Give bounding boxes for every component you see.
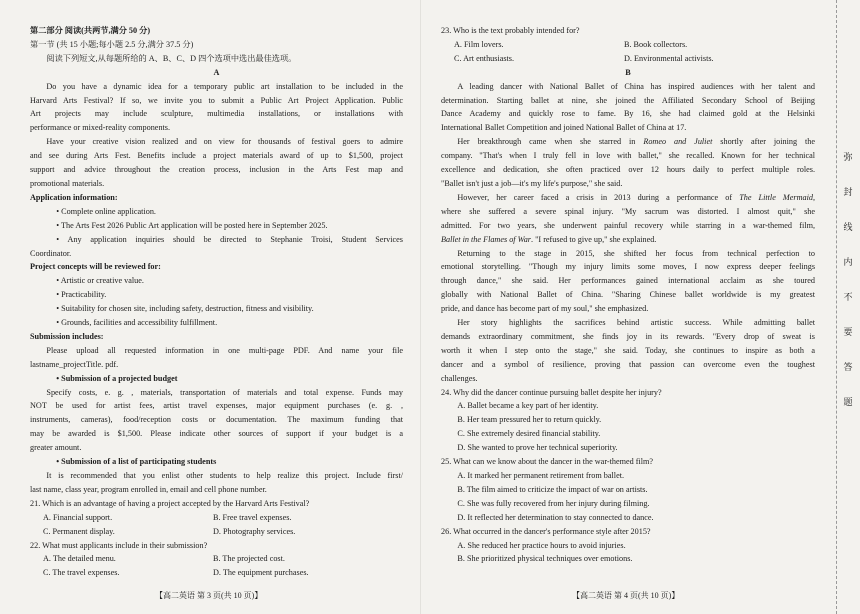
passage-b-paragraph-1: A leading dancer with National Ballet of China has inspired audiences with her talent and determination. Starting ballet at nine, she joined the Affiliated Secondary School of Beijing Dance Academy and quickly rose to fame. By 16, she had claimed gold at the Helsinki International Ballet Competition and joined National Ballet of China at 17. — [441, 81, 815, 133]
seal-char: 线 — [843, 222, 853, 232]
work-title: The Little Mermaid — [739, 192, 813, 202]
list-item: • The Arts Fest 2026 Public Art application will be posted here in September 2025. — [56, 220, 328, 230]
right-page — [441, 24, 815, 566]
seal-char: 要 — [843, 327, 853, 337]
option-a[interactable]: A. The detailed menu. — [43, 554, 116, 564]
question-stem: 24. Why did the dancer continue pursuing ballet despite her injury? — [441, 387, 662, 397]
option-a[interactable]: A. Film lovers. — [454, 39, 504, 49]
option-d[interactable]: D. Environmental activists. — [624, 53, 714, 63]
right-page-footer: 【高二英语 第 4 页(共 10 页)】 — [572, 591, 680, 600]
film-title: Ballet in the Flames of War — [441, 234, 531, 244]
left-page: 第二部分 阅读(共两节,满分 50 分) 第一节 (共 15 小题;每小题 2.5 分,满分 37.5 分) 阅读下列短文,从每题所给的 A、B、C、D 四个选项中选出最佳选项。 A Do you have a dynamic idea for a temporary public art installation to be included in the Harvard Arts Festival? If so, we invite you to submit a Public Art Project Application. Public Art projects may include sculpture, multimedia installations, or installations with performance or mixed-reality components. Have your creative vision realized and on view for thousands of festival goers to admire and see during Arts Fest. Benefits include a project materials award of up to $1,500, project support and advice throughout the creation process, inclusion in the Arts Fest map and promotional materials. Application information: • Complete online application. • The Arts Fest 2026 Public Art application will be posted here in September 2025. • Any application inquiries should be directed to Stephanie Troisi, Student Services Coordinator. Project concepts will be reviewed for: • Artistic or creative value. • Practicability. • Suitability for chosen site, including safety, destruction, fitness and visibility. • Grounds, facilities and accessibility fulfillment. Submission includes: Please upload all requested information in one multi-page PDF. And name your file lastname_projectTitle. pdf. • Submission of a projected budget Specify costs, e. g. , materials, transportation of materials and total expense. Funds may NOT be used for artist fees, artist travel expenses, major equipment purchases (e. g. , instruments, cameras), food/reception costs or documentation. The maximum funding that may be awarded is $1,500. Please indicate other sources of support if your budget is a greater amount. • Submission of a list of participating students It is recommended that you enlist other students to help realize this project. Include first/ last name, class year, program enrolled in, email and cell phone number. 21. Which is an advantage of having a project accepted by the Harvard Arts Festival? A. Financial support. B. Free travel expenses. C. Permanent display. D. Photography services. 22. What must applicants include in their submission? A. The detailed menu. B. The projected cost. C. The travel expenses. D. The equipment purchases. — [30, 24, 403, 580]
criteria-heading: Project concepts will be reviewed for: — [30, 262, 161, 272]
list-item: • Suitability for chosen site, including safety, destruction, fitness and visibility. — [56, 304, 314, 314]
option-d[interactable]: D. Photography services. — [213, 526, 296, 536]
option-d[interactable]: D. It reflected her determination to stay connected to dance. — [457, 512, 654, 522]
option-a[interactable]: A. Financial support. — [43, 512, 113, 522]
left-page-footer: 【高二英语 第 3 页(共 10 页)】 — [155, 591, 263, 600]
passage-a-label: A — [213, 67, 220, 77]
question-23 — [441, 24, 815, 66]
seal-line-notice — [840, 150, 856, 430]
option-c[interactable]: C. The travel expenses. — [43, 568, 120, 578]
list-item: • Artistic or creative value. — [56, 276, 144, 286]
seal-char: 内 — [843, 257, 853, 267]
students-heading: • Submission of a list of participating students — [56, 457, 217, 467]
list-item: • Complete online application. — [56, 206, 156, 216]
question-stem: 25. What can we know about the dancer in the war-themed film? — [441, 457, 654, 467]
option-b[interactable]: B. The projected cost. — [213, 554, 285, 564]
seal-char: 封 — [843, 187, 853, 197]
budget-paragraph: Specify costs, e. g. , materials, transportation of materials and total expense. Funds may NOT be used for artist fees, artist travel expenses, major equipment purchases (e. g. , instruments, cameras), food/reception costs or documentation. The maximum funding that may be awarded is $1,500. Please indicate other sources of support if your budget is a greater amount. — [30, 387, 403, 453]
directions: 阅读下列短文,从每题所给的 A、B、C、D 四个选项中选出最佳选项。 — [46, 53, 297, 63]
question-21 — [30, 497, 403, 539]
option-c[interactable]: C. She extremely desired financial stability. — [457, 429, 601, 439]
seal-char: 弥 — [843, 152, 853, 162]
question-22 — [30, 539, 403, 581]
option-b[interactable]: B. Free travel expenses. — [213, 512, 292, 522]
question-stem: 21. Which is an advantage of having a project accepted by the Harvard Arts Festival? — [30, 498, 310, 508]
application-info-heading: Application information: — [30, 192, 118, 202]
passage-b-label: B — [625, 67, 631, 77]
section-title: 第一节 (共 15 小题;每小题 2.5 分,满分 37.5 分) — [30, 39, 194, 49]
part-title: 第二部分 阅读(共两节,满分 50 分) — [30, 26, 151, 35]
passage-a-paragraph-1: Do you have a dynamic idea for a temporary public art installation to be included in the Harvard Arts Festival? If so, we invite you to submit a Public Art Project Application. Public Art projects may include sculpture, multimedia installations, or installations with performance or mixed-reality components. — [30, 81, 403, 133]
option-a[interactable]: A. Ballet became a key part of her identity. — [457, 401, 599, 411]
option-a[interactable]: A. She reduced her practice hours to avoid injuries. — [457, 540, 626, 550]
passage-b-paragraph-2: Her breakthrough came when she starred in Romeo and Juliet shortly after joining the company. "That's when I truly fell in love with ballet," she recalled. Known for her technical excellence and dedication, she often practiced over 12 hours daily to perfect multiple roles. "Ballet isn't just a job—it's my life's purpose," she said. — [441, 137, 815, 188]
seal-line — [836, 0, 837, 614]
submission-heading: Submission includes: — [30, 331, 104, 341]
passage-a-paragraph-2: Have your creative vision realized and on view for thousands of festival goers to admire and see during Arts Fest. Benefits include a project materials award of up to $1,500, project support and advice throughout the creation process, inclusion in the Arts Fest map and promotional materials. — [30, 137, 403, 188]
passage-b-paragraph-3: However, her career faced a crisis in 2013 during a performance of The Little Mermaid, where she suffered a severe spinal injury. "My sacrum was distorted. I almost quit," she admitted. For two years, she underwent painful recovery while starring in a war-themed film, Ballet in the Flames of War. "I refused to give up," she explained. — [441, 192, 815, 244]
option-c[interactable]: C. She was fully recovered from her injury during filming. — [457, 498, 650, 508]
option-b[interactable]: B. Book collectors. — [624, 39, 688, 49]
option-a[interactable]: A. It marked her permanent retirement from ballet. — [457, 471, 625, 480]
question-25 — [441, 455, 815, 525]
work-title: Romeo and Juliet — [643, 137, 713, 147]
budget-heading: • Submission of a projected budget — [56, 373, 178, 383]
list-item: • Any application inquiries should be directed to Stephanie Troisi, Student Services — [56, 234, 403, 244]
option-c[interactable]: C. Art enthusiasts. — [454, 53, 515, 63]
option-b[interactable]: B. The film aimed to criticize the impact of war on artists. — [457, 484, 648, 494]
question-stem: 22. What must applicants include in their submission? — [30, 540, 208, 550]
option-d[interactable]: D. She wanted to prove her technical superiority. — [457, 443, 618, 453]
question-stem: 26. What occurred in the dancer's performance style after 2015? — [441, 526, 651, 536]
question-26 — [441, 525, 815, 567]
list-item: • Practicability. — [56, 290, 107, 300]
question-stem: 23. Who is the text probably intended for? — [441, 26, 580, 35]
list-item: • Grounds, facilities and accessibility fulfillment. — [56, 318, 218, 328]
passage-b-paragraph-4: Returning to the stage in 2015, she shifted her focus from technical perfection to emotional storytelling. "Though my injury limits some moves, I now express deeper feelings through dance," she said. Her performances gained international acclaim as she toured globally with National Ballet of China. "Sharing Chinese ballet worldwide is my greatest pride, and dance has become part of my soul," she emphasized. — [441, 248, 815, 314]
passage-b-paragraph-5: Her story highlights the sacrifices behind artistic success. While admitting ballet demands extraordinary commitment, she finds joy in its rewards. "Every drop of sweat is worth it when I step onto the stage," she said. Today, she continues to inspire as both a dancer and a symbol of resilience, proving that passion can overcome even the toughest challenges. — [441, 318, 815, 383]
seal-char: 不 — [843, 292, 853, 302]
question-24 — [441, 386, 815, 456]
seal-char: 答 — [843, 362, 853, 372]
seal-char: 题 — [843, 397, 853, 407]
page-divider — [420, 0, 421, 614]
option-b[interactable]: B. Her team pressured her to return quickly. — [457, 415, 602, 425]
option-d[interactable]: D. The equipment purchases. — [213, 568, 309, 578]
option-b[interactable]: B. She prioritized physical techniques over emotions. — [457, 554, 633, 564]
option-c[interactable]: C. Permanent display. — [43, 526, 115, 536]
